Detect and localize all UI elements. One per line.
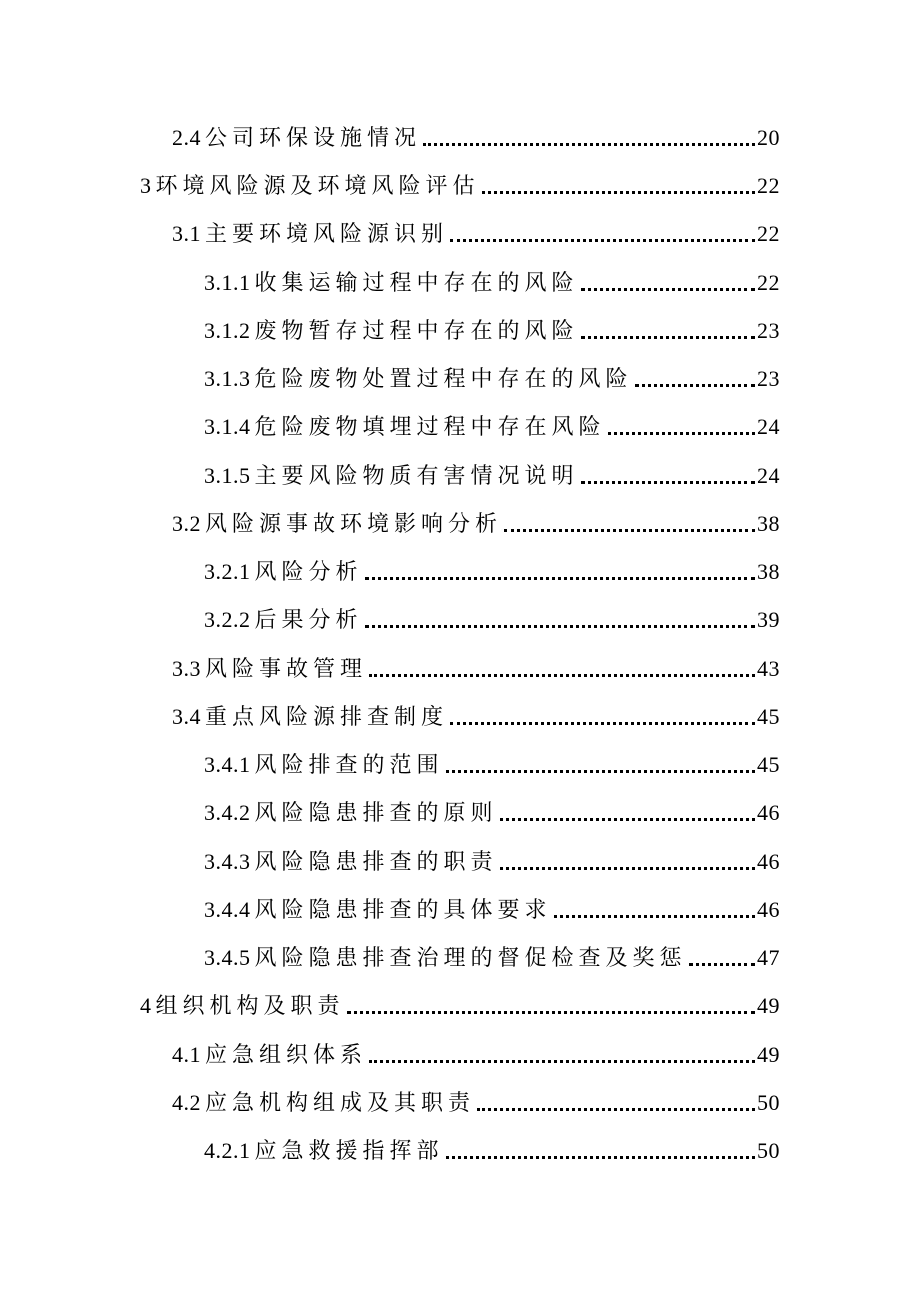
toc-entry-3-4-5[interactable] <box>204 932 780 972</box>
toc-entry-3-2-1[interactable] <box>204 546 780 586</box>
toc-entry-page: 46 <box>757 800 780 825</box>
toc-entry-page: 39 <box>757 607 780 632</box>
toc-entry-number: 4.2 <box>172 1090 201 1115</box>
toc-entry-page: 45 <box>757 752 780 777</box>
toc-entry-3-4-1[interactable] <box>204 739 780 779</box>
dot-leader <box>482 163 755 194</box>
toc-entry-number: 3.2.2 <box>204 607 251 632</box>
dot-leader <box>365 549 755 580</box>
dot-leader <box>369 646 755 677</box>
dot-leader <box>554 887 755 918</box>
toc-entry-page: 38 <box>757 511 780 536</box>
toc-entry-3-1-5[interactable] <box>204 450 780 490</box>
toc-entry-2-4[interactable] <box>172 112 780 152</box>
toc-entry-page: 50 <box>757 1090 780 1115</box>
dot-leader <box>581 453 755 484</box>
toc-entry-4[interactable] <box>140 980 780 1020</box>
toc-entry-number: 2.4 <box>172 125 201 150</box>
toc-entry-page: 43 <box>757 656 780 681</box>
toc-entry-number: 3.4.4 <box>204 897 251 922</box>
toc-entry-4-2[interactable] <box>172 1077 780 1117</box>
toc-entry-title: 应急组织体系 <box>205 1042 368 1067</box>
toc-entry-title: 环境风险源及环境风险评估 <box>155 173 480 198</box>
toc-entry-title: 危险废物处置过程中存在的风险 <box>254 366 633 391</box>
toc-entry-number: 3.1.2 <box>204 318 251 343</box>
toc-entry-title: 废物暂存过程中存在的风险 <box>254 318 579 343</box>
toc-entry-title: 公司环保设施情况 <box>205 125 422 150</box>
toc-entry-number: 3 <box>140 173 152 198</box>
dot-leader <box>450 211 755 242</box>
toc-entry-4-2-1[interactable] <box>204 1125 780 1165</box>
toc-entry-number: 3.4.1 <box>204 752 251 777</box>
toc-entry-3-1-3[interactable] <box>204 353 780 393</box>
toc-entry-title: 风险隐患排查的具体要求 <box>254 897 552 922</box>
toc-entry-title: 风险排查的范围 <box>254 752 444 777</box>
toc-entry-number: 3.3 <box>172 656 201 681</box>
toc-entry-title: 风险隐患排查的职责 <box>254 849 498 874</box>
toc-entry-number: 3.1 <box>172 221 201 246</box>
dot-leader <box>500 790 755 821</box>
toc-entry-title: 应急机构组成及其职责 <box>205 1090 476 1115</box>
toc-entry-number: 3.4.3 <box>204 849 251 874</box>
toc-entry-page: 22 <box>757 221 780 246</box>
toc-entry-title: 组织机构及职责 <box>155 993 345 1018</box>
toc-entry-title: 应急救援指挥部 <box>254 1138 444 1163</box>
toc-entry-title: 重点风险源排查制度 <box>205 704 449 729</box>
toc-entry-page: 50 <box>757 1138 780 1163</box>
toc-entry-number: 3.2.1 <box>204 559 251 584</box>
dot-leader <box>365 597 755 628</box>
dot-leader <box>689 935 755 966</box>
toc-entry-3-1-1[interactable] <box>204 257 780 297</box>
toc-entry-3-4-3[interactable] <box>204 836 780 876</box>
toc-entry-title: 主要环境风险源识别 <box>205 221 449 246</box>
toc-entry-page: 22 <box>757 173 780 198</box>
toc-entry-3-3[interactable] <box>172 643 780 683</box>
dot-leader <box>446 1128 755 1159</box>
toc-entry-number: 3.4.5 <box>204 945 251 970</box>
toc-entry-number: 3.4 <box>172 704 201 729</box>
toc-entry-number: 3.1.5 <box>204 463 251 488</box>
toc-entry-title: 风险分析 <box>254 559 363 584</box>
dot-leader <box>504 501 755 532</box>
toc-entry-number: 3.4.2 <box>204 800 251 825</box>
toc-entry-3-2-2[interactable] <box>204 594 780 634</box>
dot-leader <box>477 1080 755 1111</box>
toc-entry-title: 风险事故管理 <box>205 656 368 681</box>
dot-leader <box>581 260 755 291</box>
toc-entry-page: 46 <box>757 849 780 874</box>
toc-entry-title: 风险源事故环境影响分析 <box>205 511 503 536</box>
dot-leader <box>369 1032 755 1063</box>
toc-entry-title: 风险隐患排查的原则 <box>254 800 498 825</box>
toc-entry-3-2[interactable] <box>172 498 780 538</box>
toc-entry-number: 3.1.3 <box>204 366 251 391</box>
toc-entry-title: 主要风险物质有害情况说明 <box>254 463 579 488</box>
toc-entry-page: 38 <box>757 559 780 584</box>
dot-leader <box>423 115 755 146</box>
toc-entry-3-1-4[interactable] <box>204 401 780 441</box>
dot-leader <box>347 983 755 1014</box>
toc-entry-title: 危险废物填埋过程中存在风险 <box>254 414 606 439</box>
toc-entry-number: 3.1.4 <box>204 414 251 439</box>
toc-entry-page: 47 <box>757 945 780 970</box>
toc-entry-3-4-2[interactable] <box>204 787 780 827</box>
toc-entry-number: 4 <box>140 993 152 1018</box>
toc-entry-page: 49 <box>757 1042 780 1067</box>
dot-leader <box>500 839 755 870</box>
toc-entry-title: 收集运输过程中存在的风险 <box>254 270 579 295</box>
toc-entry-3-4-4[interactable] <box>204 884 780 924</box>
toc-entry-page: 49 <box>757 993 780 1018</box>
dot-leader <box>450 694 755 725</box>
toc-entry-number: 4.2.1 <box>204 1138 251 1163</box>
toc-entry-page: 23 <box>757 366 780 391</box>
toc-entry-page: 20 <box>757 125 780 150</box>
toc-entry-page: 24 <box>757 463 780 488</box>
toc-entry-number: 4.1 <box>172 1042 201 1067</box>
toc-entry-3[interactable] <box>140 160 780 200</box>
dot-leader <box>635 356 755 387</box>
toc-entry-page: 24 <box>757 414 780 439</box>
dot-leader <box>581 308 755 339</box>
toc-entry-title: 风险隐患排查治理的督促检查及奖惩 <box>254 945 687 970</box>
toc-entry-page: 45 <box>757 704 780 729</box>
toc-entry-3-1[interactable] <box>172 208 780 248</box>
toc-entry-3-1-2[interactable] <box>204 305 780 345</box>
toc-entry-3-4[interactable] <box>172 691 780 731</box>
toc-entry-number: 3.2 <box>172 511 201 536</box>
dot-leader <box>446 742 755 773</box>
toc-entry-page: 23 <box>757 318 780 343</box>
dot-leader <box>608 404 755 435</box>
toc-entry-page: 22 <box>757 270 780 295</box>
toc-entry-title: 后果分析 <box>254 607 363 632</box>
toc-entry-4-1[interactable] <box>172 1029 780 1069</box>
toc-entry-page: 46 <box>757 897 780 922</box>
toc-entry-number: 3.1.1 <box>204 270 251 295</box>
